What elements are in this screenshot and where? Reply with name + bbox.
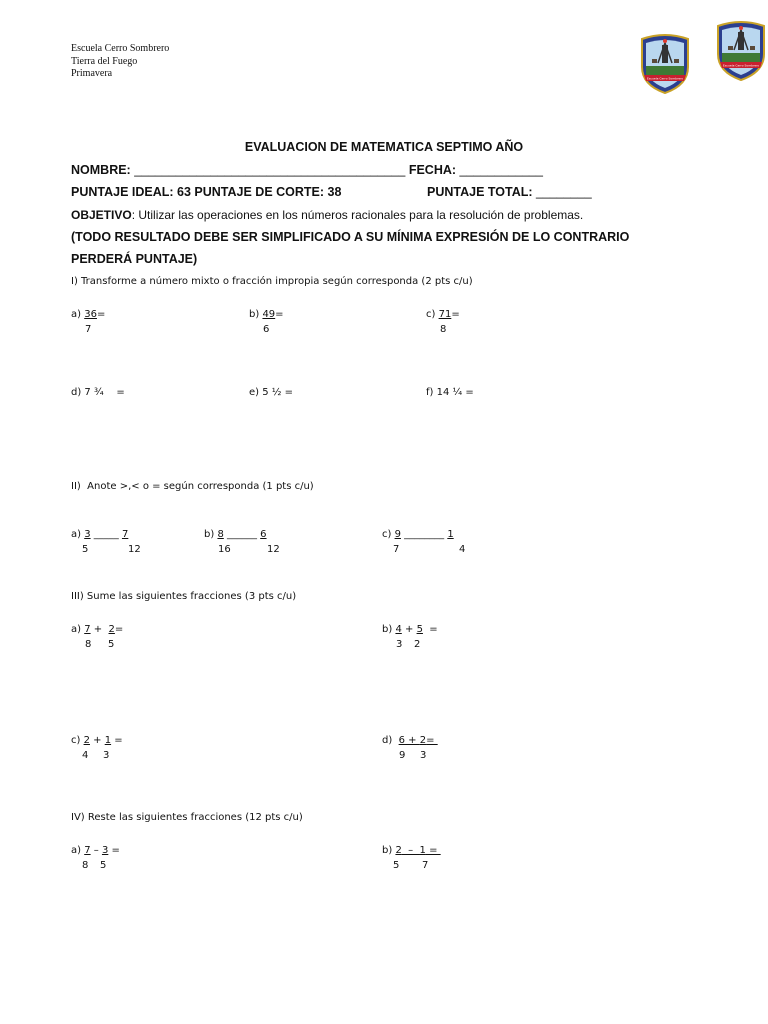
question-2c: c) 9 ________ 1 7 4 <box>382 529 466 555</box>
crest-ribbon-text-2: Escuela Cerro Sombrero <box>722 63 760 68</box>
question-3b: b) 4 + 5 = 3 2 <box>382 624 438 650</box>
comparison-blank[interactable]: ______ <box>223 529 261 540</box>
nombre-label: NOMBRE: <box>71 163 131 177</box>
exam-title: EVALUACION DE MATEMATICA SEPTIMO AÑO <box>244 140 524 154</box>
numerator: 49 <box>262 309 276 320</box>
question-1c: c) 71= 8 <box>426 309 460 335</box>
fecha-label: FECHA: <box>408 163 457 177</box>
question-1a: a) 36= 7 <box>71 309 106 335</box>
warning-line-2: PERDERÁ PUNTAJE) <box>71 252 198 266</box>
question-2a: a) 3 _____ 7 5 12 <box>71 529 141 555</box>
section-3-title: III) Sume las siguientes fracciones (3 pts c/u) <box>71 591 297 602</box>
question-3d: d) 6 + 2= 9 3 <box>382 735 438 761</box>
objetivo-label: OBJETIVO <box>71 208 132 222</box>
school-region: Tierra del Fuego <box>71 55 138 67</box>
objetivo-text: : Utilizar las operaciones en los números racionales para la resolución de problemas. <box>131 208 584 222</box>
name-date-line <box>71 163 543 177</box>
school-name: Escuela Cerro Sombrero <box>71 43 170 54</box>
section-2-title: II) Anote >,< o = según corresponda (1 pts c/u) <box>71 481 314 492</box>
puntaje-total-label: PUNTAJE TOTAL: <box>427 185 533 199</box>
section-1-title: I) Transforme a número mixto o fracción impropia según corresponda (2 pts c/u) <box>71 276 473 287</box>
comparison-blank[interactable]: ________ <box>400 529 448 540</box>
question-1e: e) 5 ½ = <box>249 387 294 398</box>
warning-line-1: (TODO RESULTADO DEBE SER SIMPLIFICADO A SU MÍNIMA EXPRESIÓN DE LO CONTRARIO <box>71 230 630 244</box>
question-1d: d) 7 ¾ = <box>71 387 125 398</box>
section-4-title: IV) Reste las siguientes fracciones (12 pts c/u) <box>71 812 303 823</box>
question-2b: b) 8 ______ 6 16 12 <box>204 529 280 555</box>
question-3c: c) 2 + 1 = 4 3 <box>71 735 123 761</box>
denominator: 7 <box>85 324 92 335</box>
puntaje-total-field[interactable]: ________ <box>536 185 592 199</box>
numerator: 36 <box>84 309 97 320</box>
school-crest-logo <box>638 33 692 95</box>
nombre-field[interactable]: _______________________________________ <box>134 163 406 177</box>
question-4b: b) 2 – 1 = 5 7 <box>382 845 441 871</box>
denominator: 8 <box>440 324 447 335</box>
objetivo <box>71 208 583 222</box>
question-1f: f) 14 ¼ = <box>426 387 474 398</box>
puntaje-ideal: PUNTAJE IDEAL: 63 PUNTAJE DE CORTE: 38 <box>71 185 342 199</box>
school-commune: Primavera <box>71 68 113 79</box>
school-crest-logo-2 <box>714 20 768 82</box>
fecha-field[interactable]: ____________ <box>459 163 543 177</box>
puntaje-total-line <box>427 185 592 199</box>
question-1b: b) 49= 6 <box>249 309 284 335</box>
crest-ribbon-text: Escuela Cerro Sombrero <box>646 76 684 81</box>
question-4a: a) 7 – 3 = 8 5 <box>71 845 120 871</box>
denominator: 6 <box>263 324 270 335</box>
numerator: 71 <box>438 309 452 320</box>
question-3a: a) 7 + 2= 8 5 <box>71 624 124 650</box>
school-info <box>71 43 169 81</box>
comparison-blank[interactable]: _____ <box>90 529 122 540</box>
